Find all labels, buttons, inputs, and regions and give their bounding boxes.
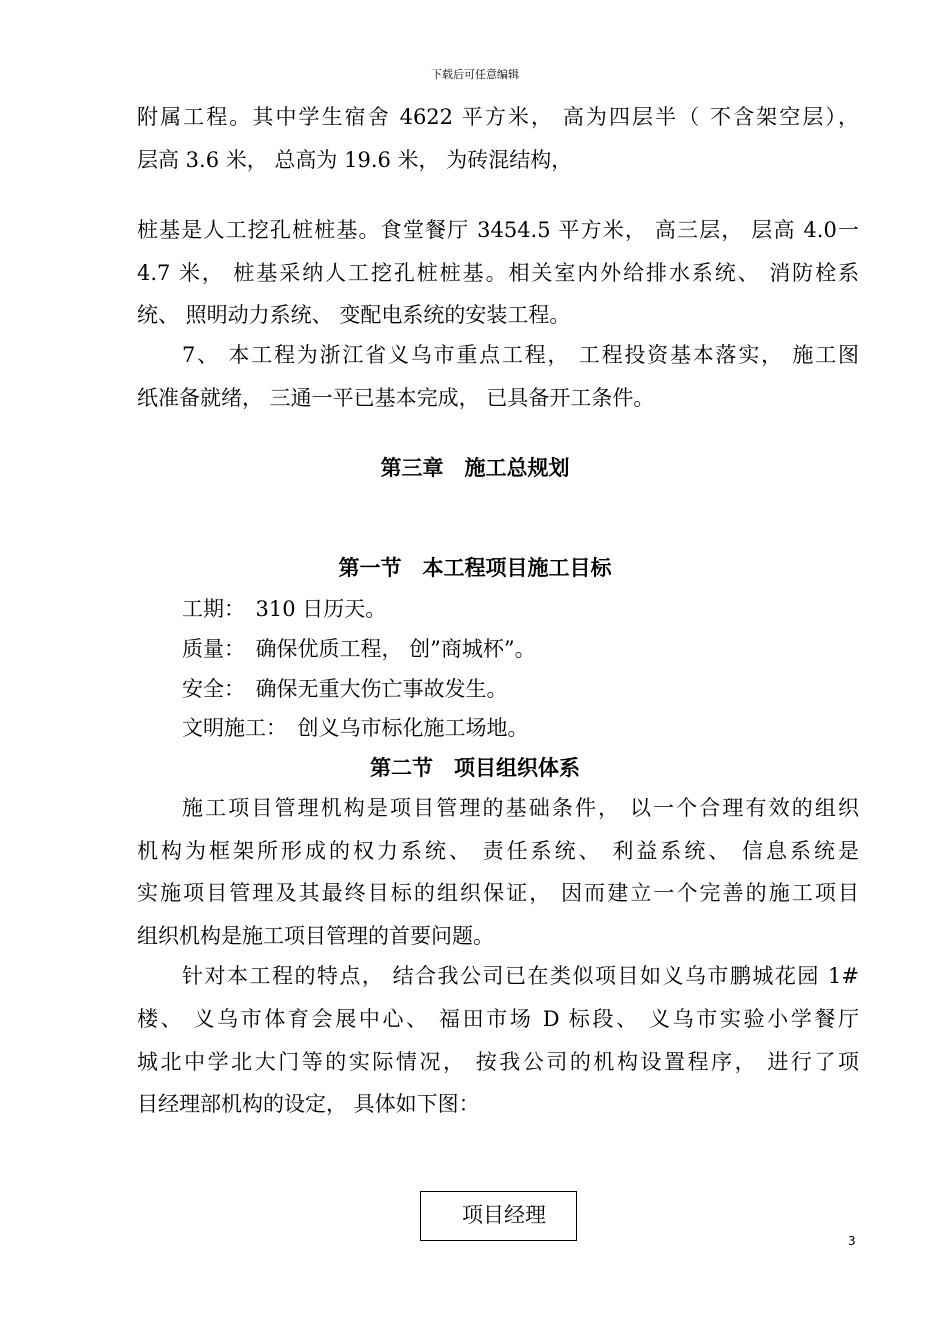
body-line: 层高 3.6 米， 总高为 19.6 米， 为砖混结构， bbox=[137, 148, 573, 172]
target-line: 工期： 310 日历天。 bbox=[182, 597, 387, 621]
body-line: 统、 照明动力系统、 变配电系统的安装工程。 bbox=[137, 303, 571, 327]
body-line: 7、 本工程为浙江省义乌市重点工程， 工程投资基本落实， 施工图 bbox=[182, 343, 859, 367]
body-line: 城北中学北大门等的实际情况， 按我公司的机构设置程序， 进行了项 bbox=[137, 1050, 859, 1074]
body-line: 纸准备就绪， 三通一平已基本完成， 已具备开工条件。 bbox=[137, 386, 655, 410]
section-title: 第一节 本工程项目施工目标 bbox=[338, 556, 612, 580]
body-line: 施工项目管理机构是项目管理的基础条件， 以一个合理有效的组织 bbox=[182, 796, 859, 820]
org-chart-box-project-manager: 项目经理 bbox=[420, 1191, 577, 1241]
body-line: 针对本工程的特点， 结合我公司已在类似项目如义乌市鹏城花园 1# bbox=[182, 964, 859, 988]
body-line: 目经理部机构的设定， 具体如下图： bbox=[137, 1092, 480, 1116]
target-line: 安全： 确保无重大伤亡事故发生。 bbox=[182, 677, 508, 701]
target-line: 质量： 确保优质工程， 创”商城杯”。 bbox=[182, 637, 536, 661]
chapter-title: 第三章 施工总规划 bbox=[380, 456, 570, 480]
page-number: 3 bbox=[848, 1234, 856, 1248]
body-line: 附属工程。其中学生宿舍 4622 平方米， 高为四层半（ 不含架空层）， bbox=[137, 105, 859, 129]
body-line: 4.7 米， 桩基采纳人工挖孔桩桩基。相关室内外给排水系统、 消防栓系 bbox=[137, 261, 859, 285]
target-line: 文明施工： 创义乌市标化施工场地。 bbox=[182, 716, 529, 740]
body-line: 实施项目管理及其最终目标的组织保证， 因而建立一个完善的施工项目 bbox=[137, 881, 859, 905]
body-line: 组织机构是施工项目管理的首要问题。 bbox=[137, 924, 494, 948]
body-line: 楼、 义乌市体育会展中心、 福田市场 D 标段、 义乌市实验小学餐厅 bbox=[137, 1007, 859, 1031]
page-header: 下载后可任意编辑 bbox=[431, 68, 519, 81]
body-line: 机构为框架所形成的权力系统、 责任系统、 利益系统、 信息系统是 bbox=[137, 839, 859, 863]
section-title: 第二节 项目组织体系 bbox=[370, 756, 580, 780]
body-line: 桩基是人工挖孔桩桩基。食堂餐厅 3454.5 平方米， 高三层， 层高 4.0一 bbox=[137, 218, 859, 242]
